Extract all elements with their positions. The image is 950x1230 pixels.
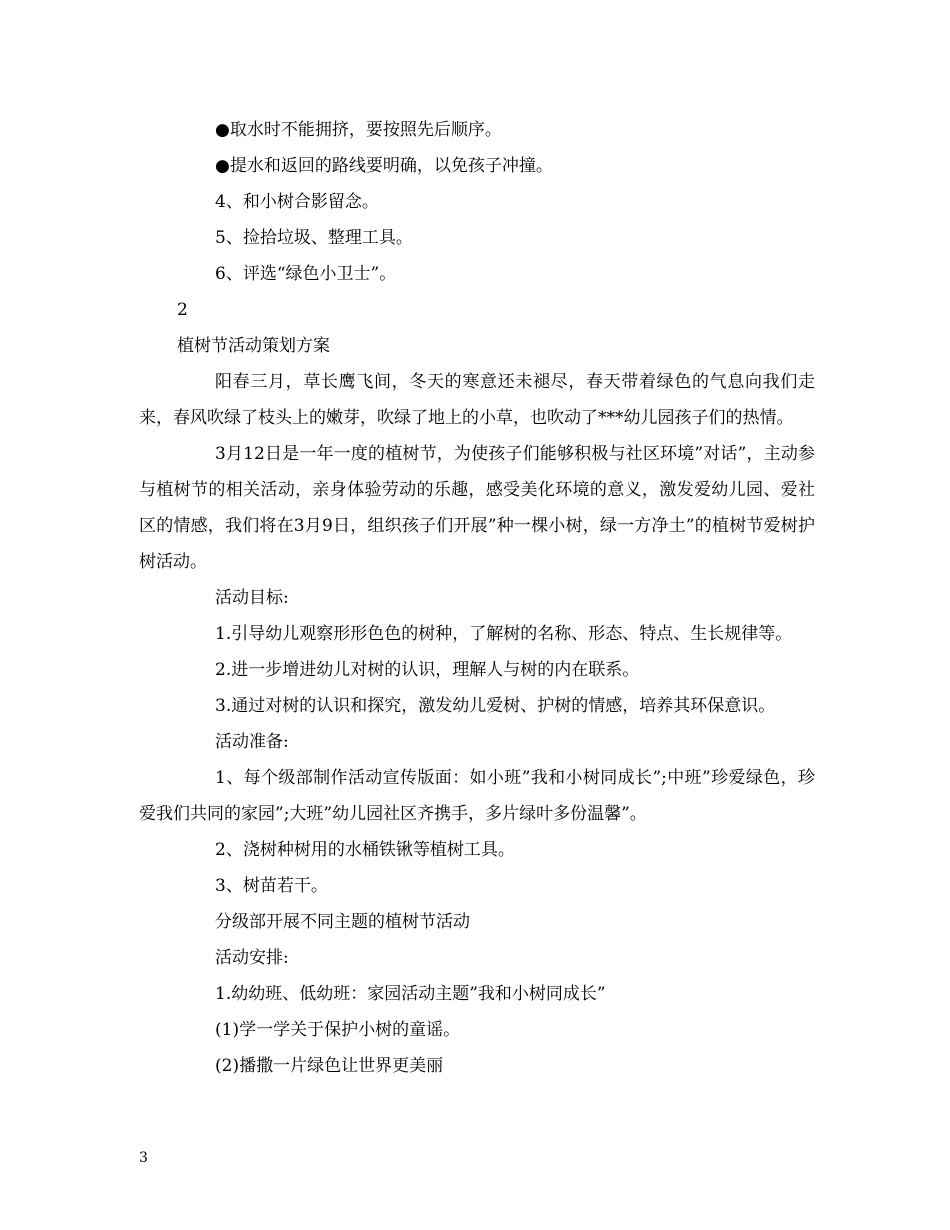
- schedule-subitem-2: (2)播撒一片绿色让世界更美丽: [215, 1056, 444, 1076]
- list-item-photo: 4、和小树合影留念。: [215, 192, 379, 212]
- goal-item-2: 2.进一步增进幼儿对树的认识，理解人与树的内在联系。: [215, 660, 640, 680]
- heading-schedule: 活动安排:: [215, 948, 289, 968]
- heading-preparation: 活动准备:: [215, 732, 289, 752]
- prep-item-3: 3、树苗若干。: [215, 876, 328, 896]
- goal-item-1: 1.引导幼儿观察形形色色的树种，了解树的名称、形态、特点、生长规律等。: [215, 624, 793, 644]
- list-item-award: 6、评选“绿色小卫士”。: [215, 264, 397, 284]
- heading-goals: 活动目标:: [215, 588, 289, 608]
- subheading-themes: 分级部开展不同主题的植树节活动: [215, 912, 470, 932]
- prep-item-2: 2、浇树种树用的水桶铁锹等植树工具。: [215, 840, 515, 860]
- list-item-cleanup: 5、捡拾垃圾、整理工具。: [215, 228, 413, 248]
- section-title: 植树节活动策划方案: [177, 336, 330, 356]
- schedule-subitem-1: (1)学一学关于保护小树的童谣。: [215, 1020, 461, 1040]
- bullet-item-route: ●提水和返回的路线要明确，以免孩子冲撞。: [215, 156, 553, 176]
- purpose-paragraph: 3月12日是一年一度的植树节，为使孩子们能够积极与社区环境”对话”，主动参与植树节的相关活动，亲身体验劳动的乐趣，感受美化环境的意义，激发爱幼儿园、爱社区的情感，我们将在3月9日，组织孩子们开展”种一棵小树，绿一方净土”的植树节爱树护树活动。: [139, 444, 815, 572]
- goal-item-3: 3.通过对树的认识和探究，激发幼儿爱树、护树的情感，培养其环保意识。: [215, 696, 776, 716]
- document-body: [139, 112, 815, 1084]
- section-number: 2: [177, 300, 188, 320]
- bullet-item-water-queue: ●取水时不能拥挤，要按照先后顺序。: [215, 120, 502, 140]
- page-number: 3: [139, 1150, 148, 1166]
- prep-item-1: 1、每个级部制作活动宣传版面：如小班”我和小树同成长”;中班”珍爱绿色，珍爱我们共同的家园”;大班”幼儿园社区齐携手，多片绿叶多份温馨”。: [139, 768, 815, 824]
- intro-paragraph: 阳春三月，草长鹰飞间，冬天的寒意还未褪尽，春天带着绿色的气息向我们走来，春风吹绿了枝头上的嫩芽，吹绿了地上的小草，也吹动了***幼儿园孩子们的热情。: [139, 372, 815, 428]
- schedule-item-1: 1.幼幼班、低幼班：家园活动主题”我和小树同成长”: [215, 984, 606, 1004]
